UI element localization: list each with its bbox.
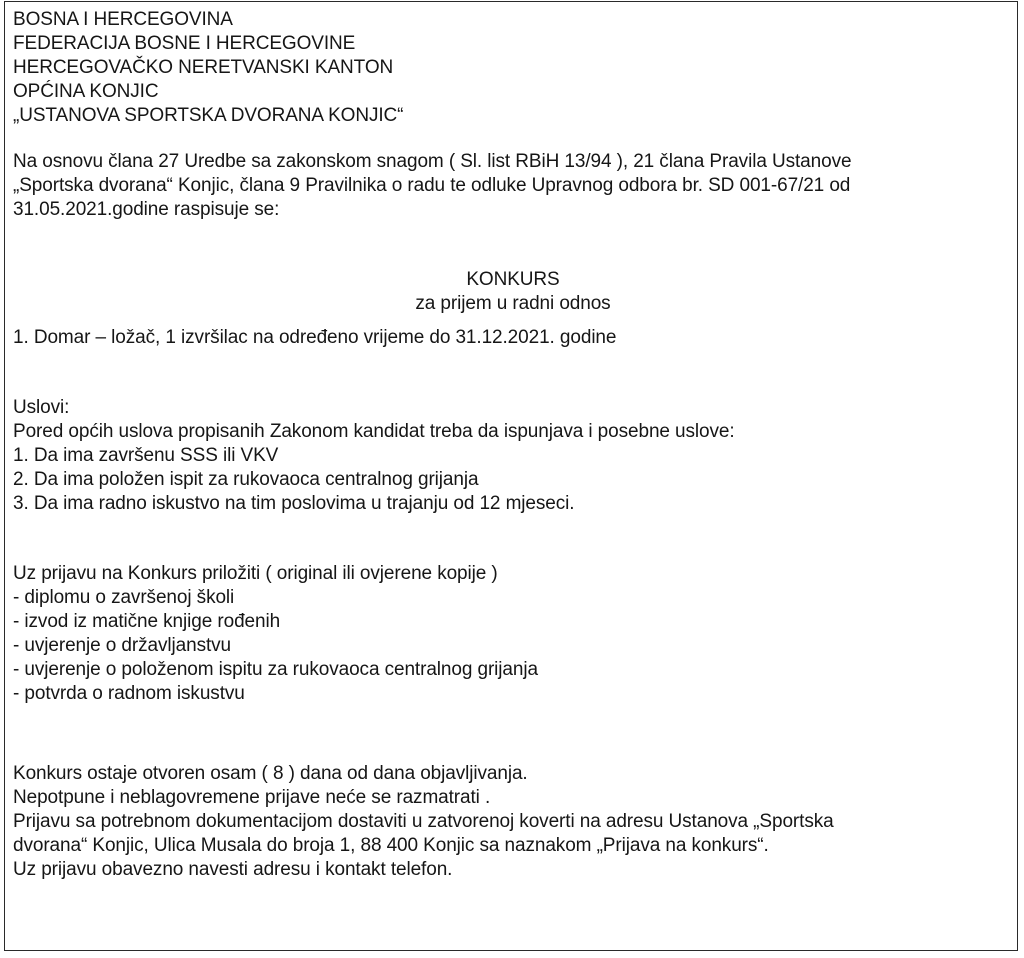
documents-intro: Uz prijavu na Konkurs priložiti ( original ili ovjerene kopije ) — [13, 563, 498, 584]
position-line — [13, 326, 1013, 350]
intro-line: 31.05.2021.godine raspisuje se: — [13, 199, 280, 220]
conditions-line: 1. Da ima završenu SSS ili VKV — [13, 445, 279, 466]
header-line: „USTANOVA SPORTSKA DVORANA KONJIC“ — [13, 105, 404, 126]
closing-line: dvorana“ Konjic, Ulica Musala do broja 1, 88 400 Konjic sa naznakom „Prijava na konkurs“. — [13, 835, 769, 856]
document-item: - uvjerenje o državljanstvu — [13, 635, 232, 656]
header-line: BOSNA I HERCEGOVINA — [13, 9, 233, 30]
conditions-label: Uslovi: — [13, 397, 70, 418]
announcement-document — [13, 8, 1013, 882]
conditions-line: 3. Da ima radno iskustvo na tim poslovima u trajanju od 12 mjeseci. — [13, 493, 575, 514]
closing-line: Nepotpune i neblagovremene prijave neće se razmatrati . — [13, 787, 491, 808]
document-item: - diplomu o završenoj školi — [13, 587, 235, 608]
conditions-line: Pored općih uslova propisanih Zakonom kandidat treba da ispunjava i posebne uslove: — [13, 421, 735, 442]
closing-line: Uz prijavu obavezno navesti adresu i kontakt telefon. — [13, 859, 453, 880]
position-text: 1. Domar – ložač, 1 izvršilac na određeno vrijeme do 31.12.2021. godine — [13, 327, 617, 348]
document-item: - potvrda o radnom iskustvu — [13, 683, 245, 704]
legal-basis-paragraph — [13, 150, 1013, 222]
intro-line: Na osnovu člana 27 Uredbe sa zakonskom snagom ( Sl. list RBiH 13/94 ), 21 člana Pravila Ustanove — [13, 151, 852, 172]
document-item: - uvjerenje o položenom ispitu za rukovaoca centralnog grijanja — [13, 659, 538, 680]
closing-section — [13, 762, 1013, 882]
documents-section — [13, 562, 1013, 706]
header-line: FEDERACIJA BOSNE I HERCEGOVINE — [13, 33, 356, 54]
document-item: - izvod iz matične knjige rođenih — [13, 611, 281, 632]
intro-line: „Sportska dvorana“ Konjic, člana 9 Pravilnika o radu te odluke Upravnog odbora br. SD 001-67/21 od — [13, 175, 851, 196]
header-line: HERCEGOVAČKO NERETVANSKI KANTON — [13, 57, 394, 78]
title-heading: KONKURS — [466, 269, 560, 290]
closing-line: Prijavu sa potrebnom dokumentacijom dostaviti u zatvorenoj koverti na adresu Ustanova „Sportska — [13, 811, 834, 832]
institution-header — [13, 8, 1013, 128]
conditions-line: 2. Da ima položen ispit za rukovaoca centralnog grijanja — [13, 469, 479, 490]
closing-line: Konkurs ostaje otvoren osam ( 8 ) dana od dana objavljivanja. — [13, 763, 528, 784]
title-subheading: za prijem u radni odnos — [415, 293, 611, 314]
header-line: OPĆINA KONJIC — [13, 81, 159, 102]
conditions-section — [13, 396, 1013, 516]
announcement-title — [13, 268, 1013, 316]
